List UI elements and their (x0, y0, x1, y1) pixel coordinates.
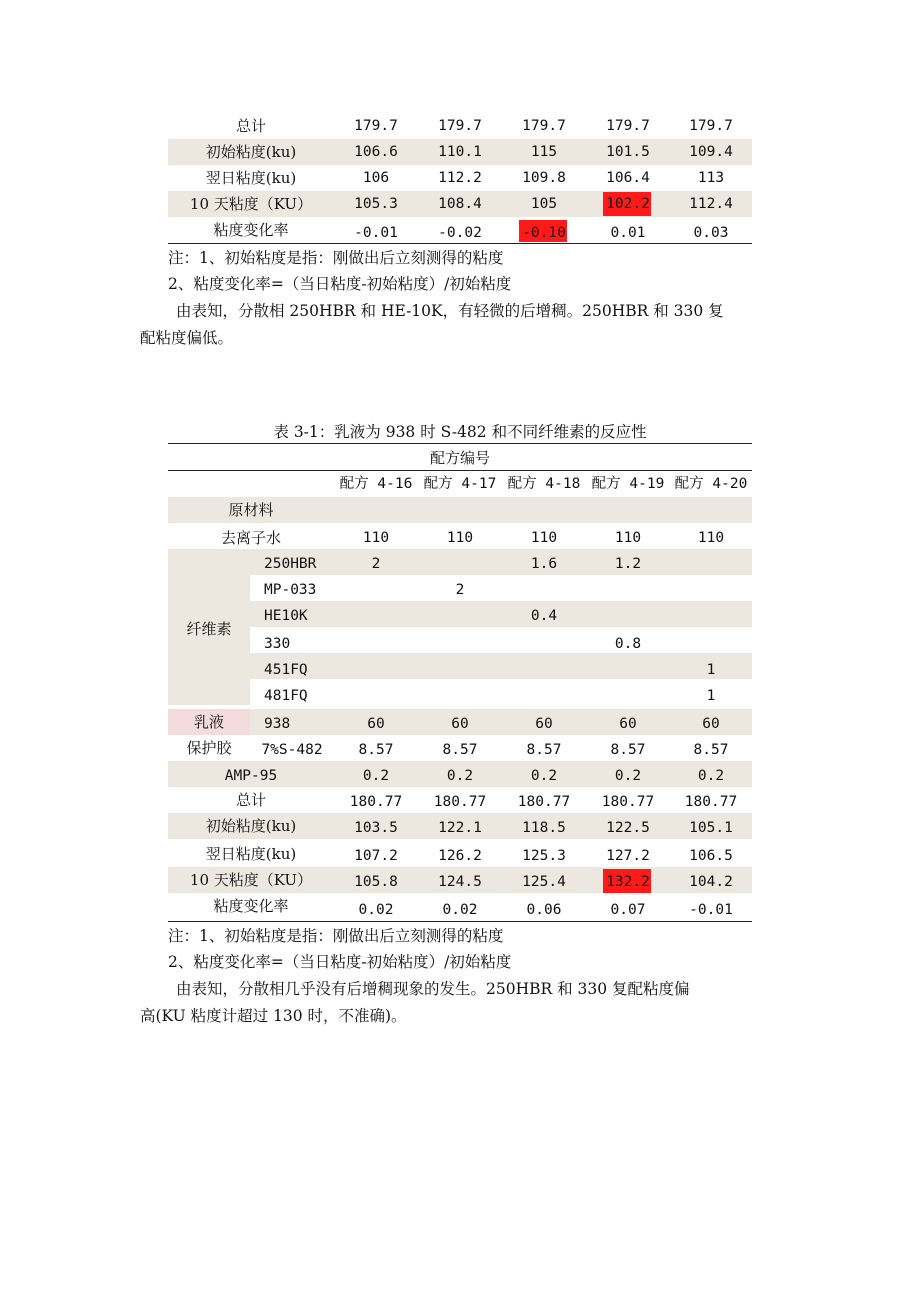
emulsion-group-label: 乳液 (193, 713, 224, 731)
table-cell: 180.77 (349, 794, 403, 810)
table-cell: 8.57 (526, 742, 562, 758)
paragraph-1-line-1: 由表知，分散相 250HBR 和 HE-10K，有轻微的后增稠。250HBR 和 330 复 (176, 302, 724, 320)
note-1: 注：1、初始粘度是指：刚做出后立刻测得的粘度 (168, 249, 504, 267)
table-cell: 0.02 (358, 902, 394, 918)
table-cell: 8.57 (610, 742, 646, 758)
table-cell: 112.2 (438, 170, 482, 186)
table-cell: 0.2 (362, 768, 390, 784)
table-cell-highlighted: 102.2 (606, 196, 650, 212)
row-label-next-day-viscosity: 翌日粘度(ku) (205, 845, 297, 863)
table-cell: 106.4 (606, 170, 650, 186)
table-cell: 8.57 (442, 742, 478, 758)
row-label-10-day-viscosity: 10 天粘度（KU） (189, 871, 313, 889)
table-cell: 180.77 (684, 794, 738, 810)
paragraph-1 (140, 298, 785, 352)
table-cell: 8.57 (358, 742, 394, 758)
table-cell: 179.7 (606, 118, 650, 134)
table-cell: 106.5 (689, 848, 733, 864)
table-bottom-rule (168, 243, 752, 244)
paragraph-2-line-2: 高(KU 粘度计超过 130 时，不准确)。 (140, 1007, 407, 1025)
table-cell: 104.2 (689, 874, 733, 890)
table-cell: 179.7 (354, 118, 398, 134)
table-cell: 105.1 (689, 820, 733, 836)
table-cell: 109.4 (689, 144, 733, 160)
row-label-481fq: 481FQ (264, 688, 308, 704)
table-bottom-rule (168, 921, 752, 922)
table-cell: 179.7 (689, 118, 733, 134)
table-cell: 0.2 (614, 768, 642, 784)
table-cell: 124.5 (438, 874, 482, 890)
table-cell: 8.57 (693, 742, 729, 758)
table-cell: 108.4 (438, 196, 482, 212)
table-cell: 105 (530, 196, 558, 212)
table-cell: 60 (535, 716, 553, 732)
table-cell: 112.4 (689, 196, 733, 212)
row-label-next-day-viscosity: 翌日粘度(ku) (205, 169, 297, 187)
table-cell: 179.7 (438, 118, 482, 134)
table-cell-highlighted: -0.10 (522, 225, 566, 241)
table-cell: 103.5 (354, 820, 398, 836)
paragraph-2-line-1: 由表知，分散相几乎没有后增稠现象的发生。250HBR 和 330 复配粘度偏 (176, 980, 690, 998)
row-label-viscosity-change-rate: 粘度变化率 (213, 221, 289, 239)
row-label-250hbr: 250HBR (264, 556, 317, 572)
column-header-formula: 配方 4-16 (339, 476, 413, 492)
table-cell: 125.3 (522, 848, 566, 864)
table-cell: 110 (530, 530, 558, 546)
table-cell: 60 (367, 716, 385, 732)
paragraph-1-line-2: 配粘度偏低。 (140, 329, 234, 347)
raw-material-label: 原材料 (228, 501, 274, 519)
colloid-group-label: 保护胶 (186, 739, 232, 757)
formula-group-header: 配方编号 (429, 449, 490, 467)
table-caption: 表 3-1：乳液为 938 时 S-482 和不同纤维素的反应性 (273, 423, 647, 441)
row-label-water: 去离子水 (220, 529, 281, 547)
table-cell: 0.07 (610, 902, 646, 918)
table-cell: 125.4 (522, 874, 566, 890)
table-cell: 0.06 (526, 902, 562, 918)
table-cell: -0.02 (438, 225, 482, 241)
table-cell: 110 (446, 530, 474, 546)
table-cell: 1.2 (614, 556, 642, 572)
table-cell: -0.01 (689, 902, 733, 918)
table-cell: 0.4 (530, 608, 558, 624)
table-cell: 2 (371, 556, 381, 572)
row-label-initial-viscosity: 初始粘度(ku) (205, 817, 297, 835)
paragraph-2 (140, 976, 785, 1030)
table-cell: 110 (697, 530, 725, 546)
table-cell: 110 (362, 530, 390, 546)
row-label-mp-033: MP-033 (264, 582, 317, 598)
table-cell: 1 (706, 688, 716, 704)
table-cell: 0.2 (530, 768, 558, 784)
column-header-formula: 配方 4-18 (507, 476, 581, 492)
table-cell: 180.77 (433, 794, 487, 810)
table-cell: 127.2 (606, 848, 650, 864)
table-cell: 0.01 (610, 225, 646, 241)
table-cell: 60 (451, 716, 469, 732)
table-cell: 1.6 (530, 556, 558, 572)
table-cell: 2 (455, 582, 465, 598)
note-2: 2、粘度变化率=（当日粘度-初始粘度）/初始粘度 (168, 953, 512, 971)
table-cell: 1 (706, 662, 716, 678)
row-label-s482: 7%S-482 (261, 742, 323, 758)
table-cell: 0.2 (697, 768, 725, 784)
table-cell: 109.8 (522, 170, 566, 186)
table-cell: 106 (362, 170, 390, 186)
row-label-viscosity-change-rate: 粘度变化率 (213, 897, 289, 915)
table-cell: 106.6 (354, 144, 398, 160)
table-cell: 110.1 (438, 144, 482, 160)
table-cell: 122.1 (438, 820, 482, 836)
table-cell: 60 (702, 716, 720, 732)
row-label-10-day-viscosity: 10 天粘度（KU） (189, 195, 313, 213)
row-label-total: 总计 (235, 117, 266, 135)
column-header-formula: 配方 4-17 (423, 476, 497, 492)
table-cell: 101.5 (606, 144, 650, 160)
row-label-451fq: 451FQ (264, 662, 308, 678)
table-cell: 126.2 (438, 848, 482, 864)
table-cell: 122.5 (606, 820, 650, 836)
table-cell: 110 (614, 530, 642, 546)
table-cell: 0.03 (693, 225, 729, 241)
table-top-rule (168, 443, 752, 444)
table-cell: 179.7 (522, 118, 566, 134)
table-cell: 118.5 (522, 820, 566, 836)
table-cell: 0.2 (446, 768, 474, 784)
cellulose-group-label: 纤维素 (186, 620, 232, 638)
table-cell: 113 (697, 170, 725, 186)
table-cell: 105.3 (354, 196, 398, 212)
column-header-formula: 配方 4-19 (591, 476, 665, 492)
note-1: 注：1、初始粘度是指：刚做出后立刻测得的粘度 (168, 927, 504, 945)
row-label-he10k: HE10K (264, 608, 308, 624)
table-cell: 0.8 (614, 636, 642, 652)
table-cell: 115 (530, 144, 558, 160)
table-cell: 0.02 (442, 902, 478, 918)
row-label-938: 938 (264, 716, 291, 732)
table-cell: 60 (619, 716, 637, 732)
row-label-330: 330 (264, 636, 291, 652)
note-2: 2、粘度变化率=（当日粘度-初始粘度）/初始粘度 (168, 275, 512, 293)
row-label-initial-viscosity: 初始粘度(ku) (205, 143, 297, 161)
table-cell: 105.8 (354, 874, 398, 890)
table-cell: 107.2 (354, 848, 398, 864)
column-header-formula: 配方 4-20 (674, 476, 748, 492)
table-cell: 180.77 (517, 794, 571, 810)
table-cell-highlighted: 132.2 (606, 874, 650, 890)
row-label-amp95: AMP-95 (224, 768, 278, 784)
table-cell: -0.01 (354, 225, 398, 241)
row-label-total: 总计 (235, 791, 266, 809)
table-cell: 180.77 (601, 794, 655, 810)
